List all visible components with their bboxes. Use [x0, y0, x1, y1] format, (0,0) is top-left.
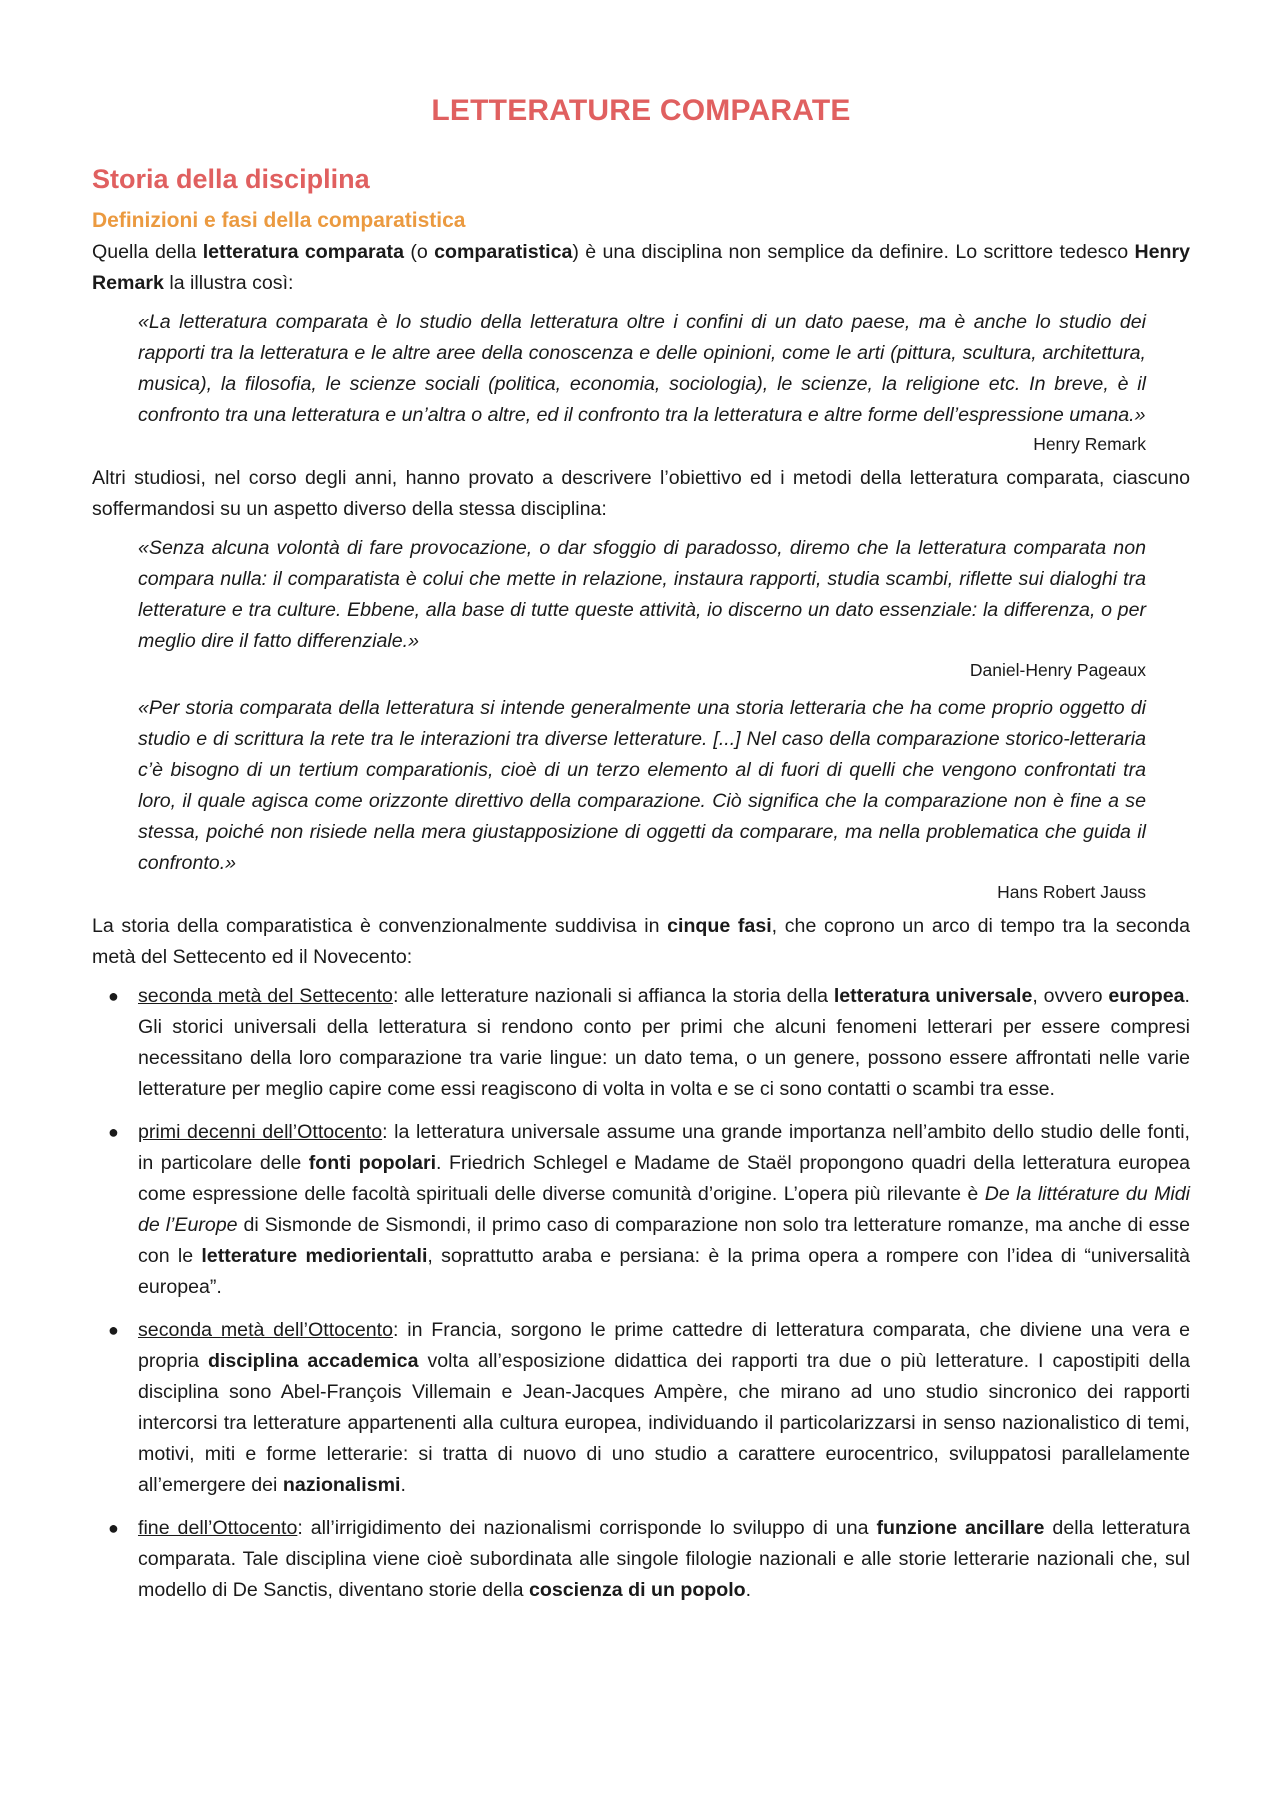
phase-text: volta all’esposizione didattica dei rapporti tra due o più letterature. I capostipiti della disciplina sono Abel-François Villemain e Jean-Jacques Ampère, che mirano ad uno studio sincronico dei rapporti intercorsi tra letterature appartenenti alla cultura europea, individuando il particolarizzarsi in senso nazionalistico di temi, motivi, miti e forme letterarie: si tratta di nuovo di uno studio a carattere eurocentrico, sviluppatosi parallelamente all’emergere dei	[138, 1350, 1190, 1496]
intro-bold-term: Henry Remark	[92, 241, 1190, 294]
phase-text: . Friedrich Schlegel e Madame de Staël propongono quadri della letteratura europea come espressione delle facoltà spirituali delle diverse comunità d’origine. L’opera più rilevante è	[138, 1152, 1190, 1205]
phase-bold: funzione ancillare	[876, 1517, 1045, 1539]
other-scholars-paragraph: Altri studiosi, nel corso degli anni, hanno provato a descrivere l’obiettivo ed i metodi della letteratura comparata, ciascuno soffermandosi su un aspetto diverso della stessa disciplina:	[92, 467, 1190, 520]
phase-text: di Sismonde de Sismondi, il primo caso di comparazione non solo tra letterature romanze, ma anche di esse con le	[138, 1214, 1190, 1267]
bullet-icon: ●	[108, 1122, 119, 1142]
phases-intro-text: La storia della comparatistica è convenzionalmente suddivisa in	[92, 915, 668, 937]
phase-label: seconda metà dell’Ottocento	[138, 1319, 393, 1341]
phase-text: : alle letterature nazionali si affianca la storia della	[392, 985, 834, 1007]
phase-text: , soprattutto araba e persiana: è la prima opera a rompere con l’idea di “universalità europea”.	[138, 1245, 1190, 1298]
phase-text: , ovvero	[1032, 985, 1109, 1007]
phase-bold: disciplina accademica	[207, 1350, 419, 1372]
phase-bold: letteratura universale	[833, 985, 1033, 1007]
phase-text: della letteratura comparata. Tale disciplina viene cioè subordinata alle singole filologie nazionali e alle storie letterarie nazionali che, sul modello di De Sanctis, diventano storie della	[138, 1517, 1190, 1601]
phase-text: : all’irrigidimento dei nazionalismi corrisponde lo sviluppo di una	[297, 1517, 877, 1539]
list-item	[108, 1513, 1190, 1606]
quote-pageaux: «Senza alcuna volontà di fare provocazione, o dar sfoggio di paradosso, diremo che la letteratura comparata non compara nulla: il comparatista è colui che mette in relazione, instaura rapporti, studia scambi, riflette sui dialoghi tra letterature e tra culture. Ebbene, alla base di tutte queste attività, io discerno un dato essenziale: la differenza, o per meglio dire il fatto differenziale.»	[138, 537, 1146, 652]
list-item	[108, 1117, 1191, 1303]
phase-bold: coscienza di un popolo	[529, 1579, 746, 1601]
intro-bold-term: comparatistica	[434, 241, 573, 263]
phase-label: primi decenni dell’Ottocento	[138, 1121, 383, 1143]
phase-label: fine dell’Ottocento	[138, 1517, 298, 1539]
quote-jauss: «Per storia comparata della letteratura si intende generalmente una storia letteraria che ha come proprio oggetto di studio e di scrittura la rete tra le interazioni tra diverse letterature. [...] Nel caso della comparazione storico-letteraria c’è bisogno di un tertium comparationis, cioè di un terzo elemento al di fuori di quelli che vengono confrontati tra loro, il quale agisca come orizzonte direttivo della comparazione. Ciò significa che la comparazione non è fine a se stessa, poiché non risiede nella mera giustapposizione di oggetti da comparare, ma nella problematica che guida il confronto.»	[138, 697, 1146, 874]
phase-text: .	[745, 1579, 752, 1601]
intro-text: Quella della	[92, 241, 203, 263]
intro-text: (o	[403, 241, 435, 263]
bullet-icon: ●	[108, 1320, 119, 1340]
quote-attribution-pageaux: Daniel-Henry Pageaux	[969, 660, 1146, 680]
phases-intro-text: , che coprono un arco di tempo tra la seconda metà del Settecento ed il Novecento:	[92, 915, 1190, 968]
phase-text: . Gli storici universali della letteratura si rendono conto per primi che alcuni fenomeni letterari per essere compresi necessitano della loro comparazione tra varie lingue: un dato tema, o un genere, possono essere affrontati nelle varie letterature per meglio capire come essi reagiscono di volta in volta e se ci sono contatti o scambi tra esse.	[138, 985, 1190, 1100]
bullet-icon: ●	[108, 1518, 119, 1538]
intro-paragraph	[92, 237, 1190, 299]
subsection-heading: Definizioni e fasi della comparatistica	[92, 209, 466, 232]
intro-bold-term: letteratura comparata	[202, 241, 404, 263]
phase-label: seconda metà del Settecento	[138, 985, 393, 1007]
phase-text: : la letteratura universale assume una grande importanza nell’ambito dello studio delle fonti, in particolare delle	[138, 1121, 1190, 1174]
phase-bold: letterature mediorientali	[201, 1245, 428, 1267]
list-item	[108, 981, 1190, 1105]
bullet-icon: ●	[108, 986, 119, 1006]
quote-attribution-jauss: Hans Robert Jauss	[997, 882, 1146, 902]
intro-text: la illustra così:	[163, 272, 294, 294]
phase-bold: europea	[1108, 985, 1185, 1007]
section-heading: Storia della disciplina	[92, 164, 370, 194]
phases-intro-paragraph	[92, 911, 1190, 973]
phase-text: .	[400, 1474, 406, 1496]
phase-text: : in Francia, sorgono le prime cattedre di letteratura comparata, che diviene una vera e propria	[138, 1319, 1190, 1372]
phase-bold: fonti popolari	[308, 1152, 437, 1174]
quote-attribution-remark: Henry Remark	[1033, 434, 1146, 454]
phase-bold: nazionalismi	[282, 1474, 401, 1496]
intro-text: ) è una disciplina non semplice da definire. Lo scrittore tedesco	[572, 241, 1135, 263]
phases-list	[92, 981, 1190, 1606]
phases-intro-bold: cinque fasi	[667, 915, 772, 937]
quote-remark: «La letteratura comparata è lo studio della letteratura oltre i confini di un dato paese, ma è anche lo studio dei rapporti tra la letteratura e le altre aree della conoscenza e delle opinioni, come le arti (pittura, scultura, architettura, musica), la filosofia, le scienze sociali (politica, economia, sociologia), le scienze, la religione etc. In breve, è il confronto tra una letteratura e un’altra o altre, ed il confronto tra la letteratura e altre forme dell’espressione umana.»	[138, 311, 1146, 426]
phase-italic-title: De la littérature du Midi de l’Europe	[138, 1183, 1191, 1236]
page-title: LETTERATURE COMPARATE	[431, 94, 851, 127]
list-item	[108, 1315, 1190, 1501]
